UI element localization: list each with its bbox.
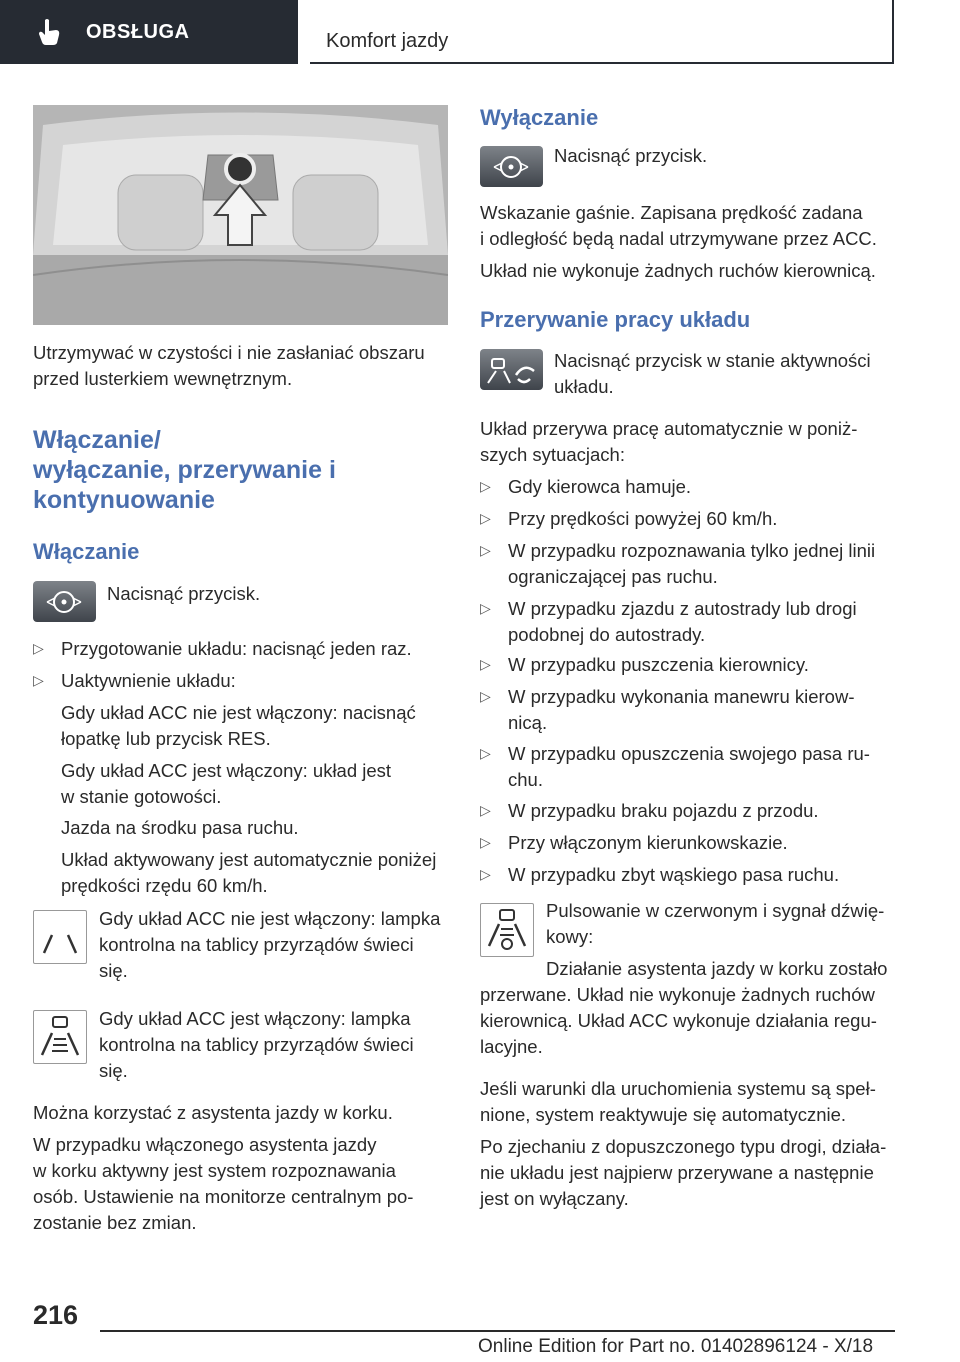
list-item: Przy włączonym kierunkowskazie.: [508, 832, 788, 853]
bullet-glyph: ▷: [480, 688, 491, 704]
interrupt-button-text: układu.: [554, 376, 614, 397]
bullet-glyph: ▷: [480, 834, 491, 850]
lamp-note-line: Gdy układ ACC jest włączony: lampka: [99, 1008, 411, 1029]
paragraph: Można korzystać z asystenta jazdy w korku.: [33, 1102, 393, 1123]
hand-pointer-icon: [34, 17, 64, 47]
lamp-note-line: kontrolna na tablicy przyrządów świeci: [99, 934, 414, 955]
list-item-text: chu.: [508, 769, 543, 790]
section-tab: [0, 0, 298, 64]
bullet-glyph: ▷: [480, 656, 491, 672]
paragraph-line: Działanie asystenta jazdy w korku zostało: [546, 958, 888, 979]
warning-note-line: Pulsowanie w czerwonym i sygnał dźwię-: [546, 900, 885, 921]
paragraph-line: Układ przerywa pracę automatycznie w poniż-: [480, 418, 858, 439]
lamp-note-line: się.: [99, 960, 128, 981]
lane-lines-lamp-icon: [33, 910, 87, 964]
paragraph-line: zostanie bez zmian.: [33, 1212, 197, 1233]
lamp-note-line: kontrolna na tablicy przyrządów świeci: [99, 1034, 414, 1055]
paragraph-line: W przypadku włączonego asystenta jazdy: [33, 1134, 377, 1155]
interrupt-button-icon: [480, 349, 543, 390]
paragraph-line: szych sytuacjach:: [480, 444, 625, 465]
subheading-interrupt: Przerywanie pracy układu: [480, 307, 751, 332]
bullet-glyph: ▷: [33, 672, 44, 688]
lamp-note-line: się.: [99, 1060, 128, 1081]
list-item-text: Gdy układ ACC nie jest włączony: nacisnąć: [61, 702, 416, 723]
lamp-note-line: Gdy układ ACC nie jest włączony: lampka: [99, 908, 441, 929]
windshield-illustration: [33, 105, 448, 325]
press-button-text: Nacisnąć przycisk.: [554, 145, 708, 166]
bullet-glyph: ▷: [480, 745, 491, 761]
subheading-switch-on: Włączanie: [33, 539, 140, 564]
subheading-switch-off: Wyłączanie: [480, 105, 599, 130]
paragraph-line: Po zjechaniu z dopuszczonego typu drogi, działa-: [480, 1136, 887, 1157]
interrupt-button-text: Nacisnąć przycisk w stanie aktywności: [554, 350, 871, 371]
windshield-photo: [33, 105, 448, 325]
list-item-text: ograniczającej pas ruchu.: [508, 566, 718, 587]
bullet-glyph: ▷: [480, 510, 491, 526]
bullet-glyph: ▷: [480, 600, 491, 616]
paragraph-line: Wskazanie gaśnie. Zapisana prędkość zadana: [480, 202, 863, 223]
press-button-text: Nacisnąć przycisk.: [107, 583, 261, 604]
paragraph: Układ nie wykonuje żadnych ruchów kierownicą.: [480, 260, 876, 281]
list-item-text: w stanie gotowości.: [61, 786, 222, 807]
paragraph-line: jest on wyłączany.: [480, 1188, 629, 1209]
list-item: Uaktywnienie układu:: [61, 670, 236, 691]
footer-divider: [100, 1330, 895, 1332]
paragraph-line: w korku aktywny jest system rozpoznawania: [33, 1160, 396, 1181]
main-heading-line-3: kontynuowanie: [33, 486, 215, 514]
main-heading-line-2: wyłączanie, przerywanie i: [33, 456, 336, 484]
list-item-text: Jazda na środku pasa ruchu.: [61, 817, 299, 838]
list-item: Przygotowanie układu: nacisnąć jeden raz.: [61, 638, 412, 659]
paragraph-line: nione, system reaktywuje się automatycznie.: [480, 1104, 847, 1125]
bullet-glyph: ▷: [480, 802, 491, 818]
paragraph-line: lacyjne.: [480, 1036, 543, 1057]
list-item: W przypadku wykonania manewru kierow-: [508, 686, 855, 707]
paragraph-line: przerwane. Układ nie wykonuje żadnych ruchów: [480, 984, 875, 1005]
edition-text: Online Edition for Part no. 01402896124 - X/18: [478, 1336, 874, 1357]
list-item-text: podobnej do autostrady.: [508, 624, 706, 645]
paragraph-line: nie układu jest najpierw przerywane a następnie: [480, 1162, 874, 1183]
main-heading-line-1: Włączanie/: [33, 426, 161, 454]
list-item-text: łopatkę lub przycisk RES.: [61, 728, 271, 749]
list-item-text: prędkości rzędu 60 km/h.: [61, 875, 268, 896]
steering-assist-button-icon: [480, 146, 543, 187]
bullet-glyph: ▷: [33, 640, 44, 656]
list-item: W przypadku braku pojazdu z przodu.: [508, 800, 819, 821]
list-item: W przypadku rozpoznawania tylko jednej linii: [508, 540, 876, 561]
bullet-glyph: ▷: [480, 542, 491, 558]
photo-caption-line-1: Utrzymywać w czystości i nie zasłaniać obszaru: [33, 342, 425, 363]
list-item: Przy prędkości powyżej 60 km/h.: [508, 508, 778, 529]
bullet-glyph: ▷: [480, 478, 491, 494]
paragraph-line: Jeśli warunki dla uruchomienia systemu są speł-: [480, 1078, 876, 1099]
traffic-assist-lamp-icon: [33, 1010, 87, 1064]
list-item: W przypadku zjazdu z autostrady lub drogi: [508, 598, 857, 619]
steering-assist-button-icon: [33, 581, 96, 622]
section-title: OBSŁUGA: [86, 21, 190, 43]
list-item-text: nicą.: [508, 712, 548, 733]
list-item: W przypadku puszczenia kierownicy.: [508, 654, 809, 675]
page-number: 216: [33, 1300, 79, 1330]
list-item: Gdy kierowca hamuje.: [508, 476, 692, 497]
list-item-text: Gdy układ ACC jest włączony: układ jest: [61, 760, 392, 781]
list-item-text: Układ aktywowany jest automatycznie poniżej: [61, 849, 437, 870]
paragraph-line: osób. Ustawienie na monitorze centralnym po-: [33, 1186, 414, 1207]
photo-caption-line-2: przed lusterkiem wewnętrznym.: [33, 368, 293, 389]
chapter-header: [310, 0, 894, 64]
list-item: W przypadku opuszczenia swojego pasa ru-: [508, 743, 870, 764]
list-item: W przypadku zbyt wąskiego pasa ruchu.: [508, 864, 840, 885]
traffic-assist-warning-lamp-icon: [480, 903, 534, 957]
paragraph-line: i odległość będą nadal utrzymywane przez ACC.: [480, 228, 877, 249]
bullet-glyph: ▷: [480, 866, 491, 882]
chapter-title: Komfort jazdy: [326, 30, 449, 52]
paragraph-line: kierownicą. Układ ACC wykonuje działania regu-: [480, 1010, 877, 1031]
warning-note-line: kowy:: [546, 926, 594, 947]
